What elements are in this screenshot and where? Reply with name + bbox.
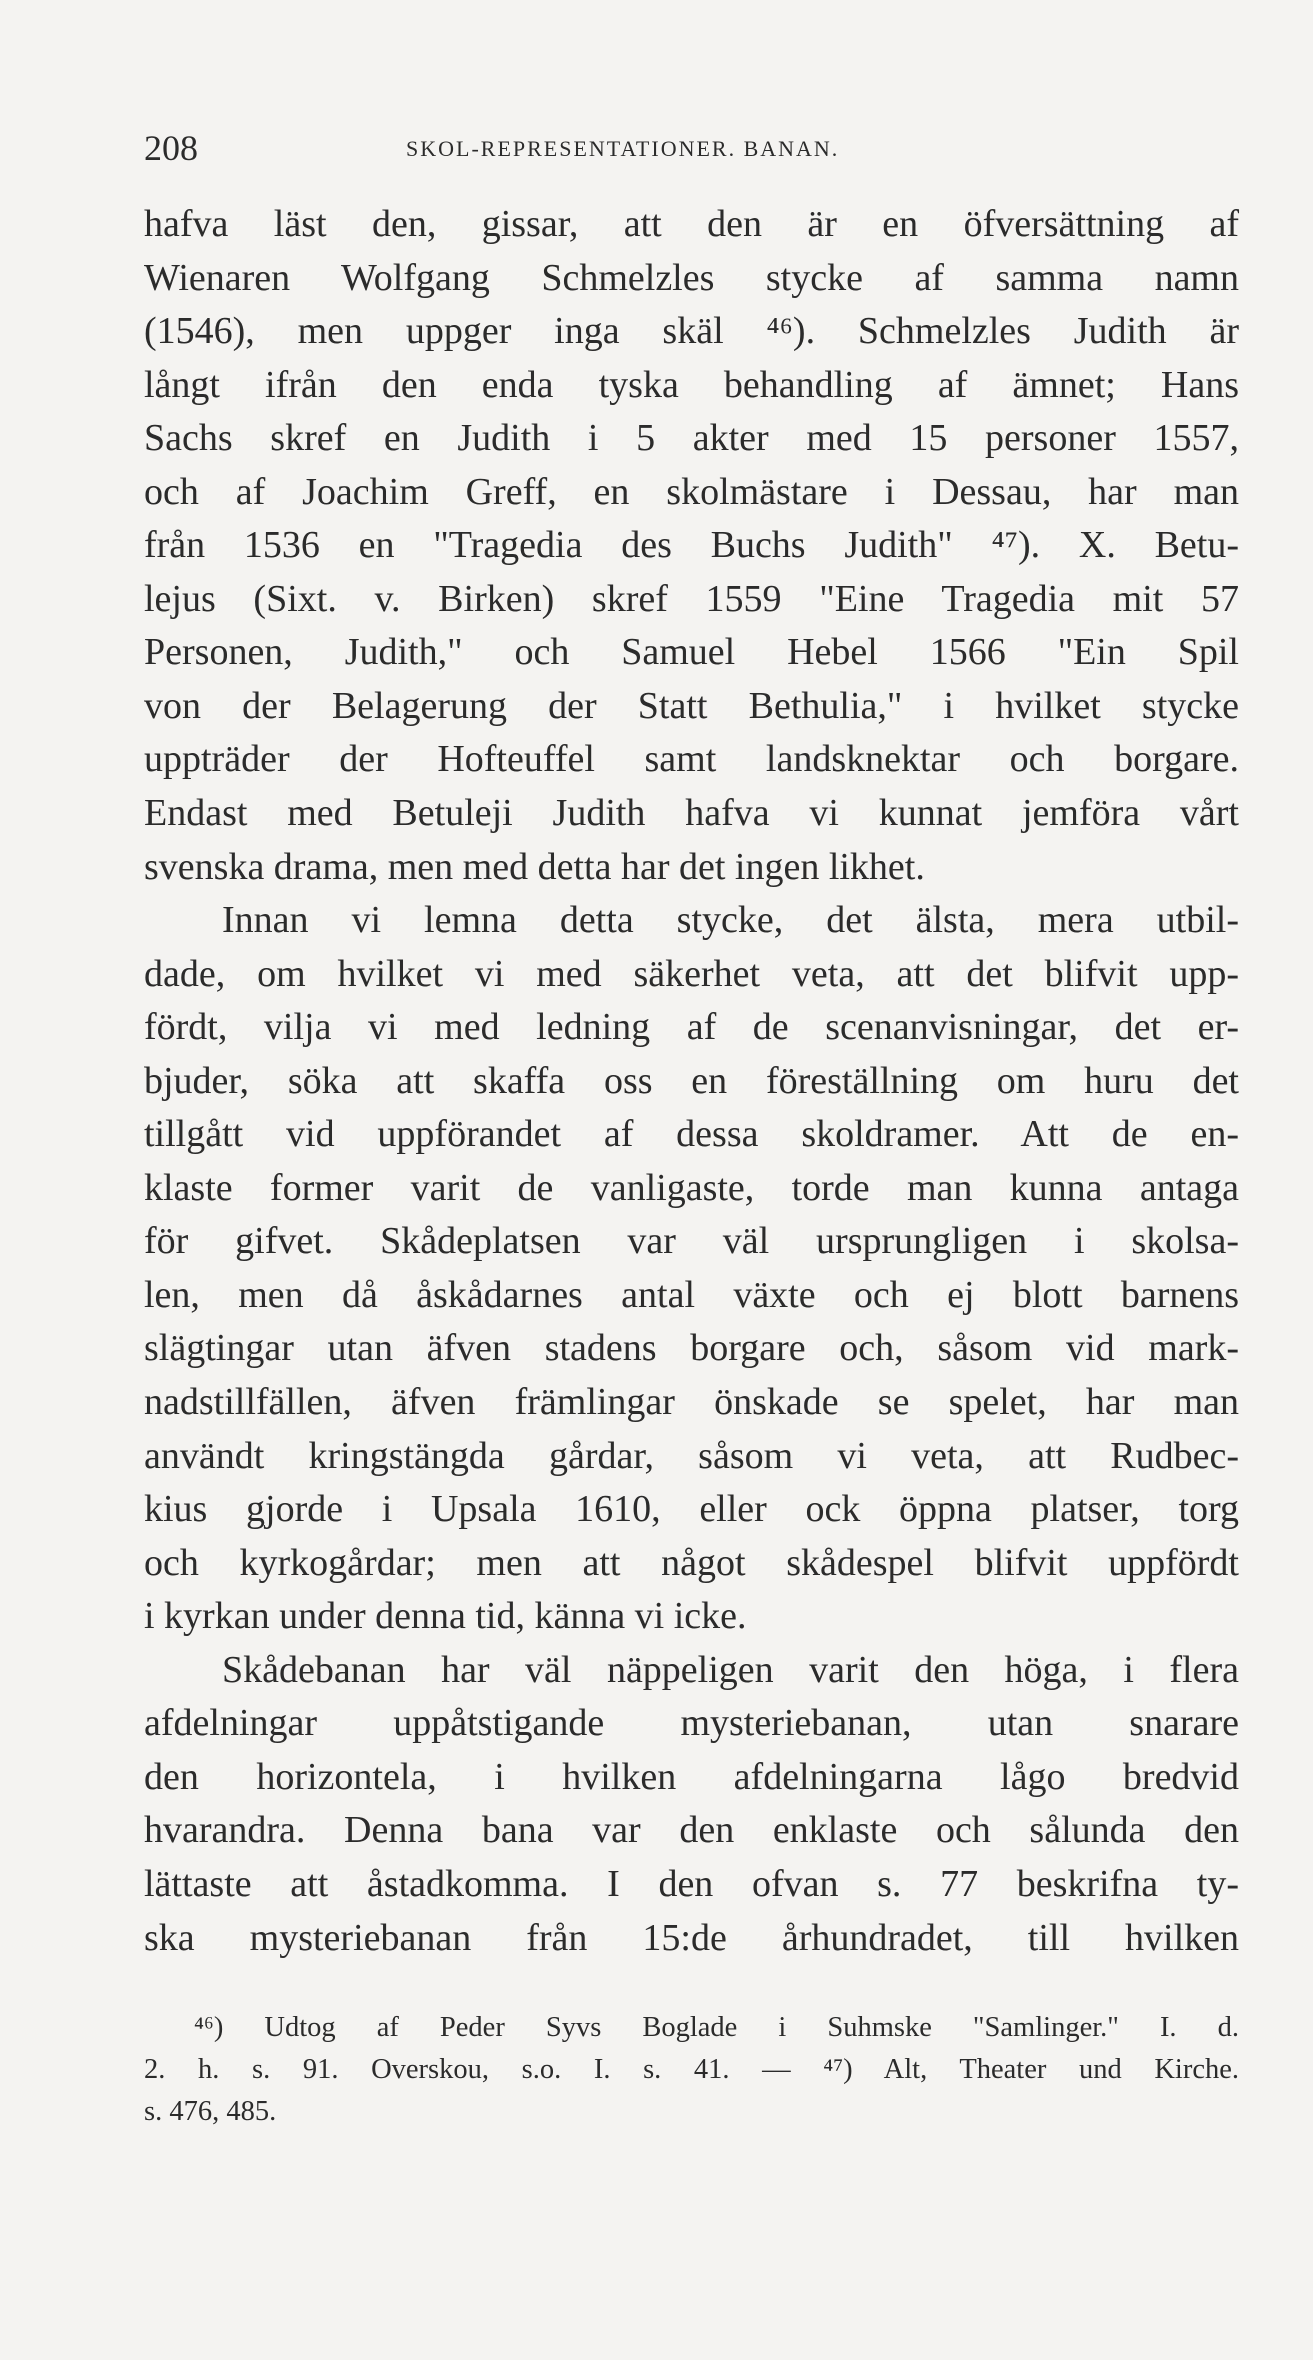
text-line: nadstillfällen, äfven främlingar önskade se spelet, har man [144,1381,1239,1424]
text-line: fördt, vilja vi med ledning af de scenanvisningar, det er- [144,1006,1239,1049]
text-line: Innan vi lemna detta stycke, det älsta, mera utbil- [222,899,1239,942]
text-line: Skådebanan har väl näppeligen varit den höga, i flera [222,1648,1239,1691]
text-line: uppträder der Hofteuffel samt landsknektar och borgare. [144,738,1239,781]
text-line: len, men då åskådarnes antal växte och ej blott barnens [144,1273,1239,1316]
text-line: dade, om hvilket vi med säkerhet veta, att det blifvit upp- [144,952,1239,995]
footnotes [144,2007,1239,2133]
footnote-line: ⁴⁶) Udtog af Peder Syvs Boglade i Suhmske "Samlinger." I. d. [194,2012,1239,2043]
text-line: långt ifrån den enda tyska behandling af ämnet; Hans [144,363,1239,406]
text-line: svenska drama, men med detta har det ingen likhet. [144,845,925,888]
footnote-line: 2. h. s. 91. Overskou, s.o. I. s. 41. — ⁴⁷) Alt, Theater und Kirche. [144,2054,1239,2085]
text-line: klaste former varit de vanligaste, torde man kunna antaga [144,1166,1239,1209]
text-line: von der Belagerung der Statt Bethulia," i hvilket stycke [144,684,1239,727]
text-line: hafva läst den, gissar, att den är en öfversättning af [144,203,1239,245]
text-line: den horizontela, i hvilken afdelningarna lågo bredvid [144,1755,1239,1798]
text-line: (1546), men uppger inga skäl ⁴⁶). Schmelzles Judith är [144,310,1239,353]
text-line: tillgått vid uppförandet af dessa skoldramer. Att de en- [144,1113,1239,1156]
text-line: bjuder, söka att skaffa oss en föreställning om huru det [144,1059,1239,1102]
text-line: afdelningar uppåtstigande mysteriebanan, utan snarare [144,1702,1239,1745]
footnote-line: s. 476, 485. [144,2096,277,2127]
running-head: SKOL-REPRESENTATIONER. BANAN. [406,136,840,161]
text-line: för gifvet. Skådeplatsen var väl ursprungligen i skolsa- [144,1220,1239,1263]
text-line: användt kringstängda gårdar, såsom vi veta, att Rudbec- [144,1434,1239,1477]
page-header [144,128,1234,168]
text-line: slägtingar utan äfven stadens borgare och, såsom vid mark- [144,1327,1239,1370]
text-line: och kyrkogårdar; men att något skådespel blifvit uppfördt [144,1541,1239,1584]
text-line: Sachs skref en Judith i 5 akter med 15 personer 1557, [144,417,1239,460]
text-line: Personen, Judith," och Samuel Hebel 1566 "Ein Spil [144,631,1239,674]
body-text [144,198,1239,1965]
text-line: hvarandra. Denna bana var den enklaste och sålunda den [144,1809,1239,1852]
text-line: i kyrkan under denna tid, känna vi icke. [144,1595,747,1638]
text-line: och af Joachim Greff, en skolmästare i Dessau, har man [144,470,1239,513]
text-line: lättaste att åstadkomma. I den ofvan s. 77 beskrifna ty- [144,1862,1239,1905]
text-line: Wienaren Wolfgang Schmelzles stycke af samma namn [144,256,1239,299]
page-number: 208 [144,128,198,168]
text-line: lejus (Sixt. v. Birken) skref 1559 "Eine Tragedia mit 57 [144,577,1239,620]
text-line: Endast med Betuleji Judith hafva vi kunnat jemföra vårt [144,792,1239,835]
text-line: ska mysteriebanan från 15:de århundradet, till hvilken [144,1916,1239,1959]
text-line: från 1536 en "Tragedia des Buchs Judith" ⁴⁷). X. Betu- [144,524,1239,567]
text-line: kius gjorde i Upsala 1610, eller ock öppna platser, torg [144,1488,1239,1531]
